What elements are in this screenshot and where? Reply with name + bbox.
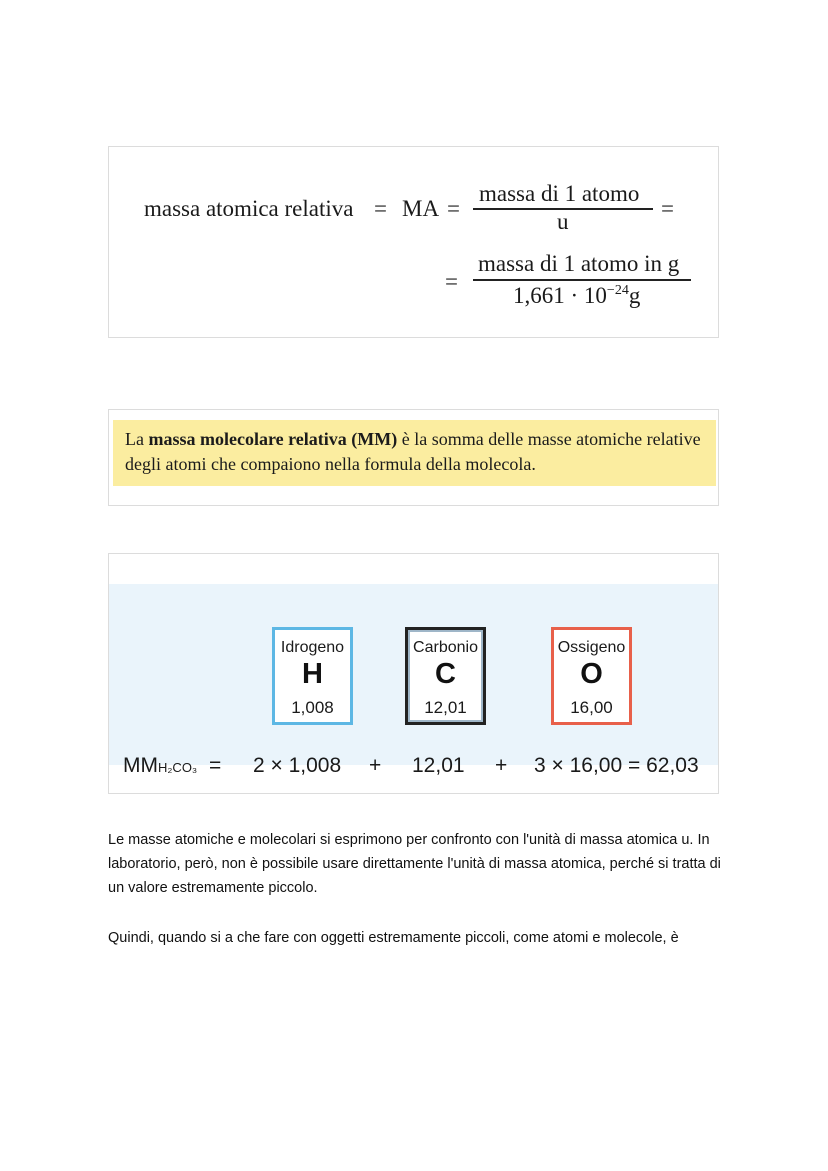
element-name: Ossigeno (557, 639, 626, 656)
molecular-mass-box (108, 553, 719, 794)
element-mass: 1,008 (291, 698, 334, 717)
definition-highlight (113, 420, 716, 486)
element-mass: 16,00 (570, 698, 613, 717)
paragraph-1: Le masse atomiche e molecolari si esprimono per confronto con l'unità di massa atomica u. In laboratorio, però, non è possibile usare direttamente l'unità di massa atomica, perché si tratta di un valore estremamente piccolo. (108, 832, 721, 896)
element-symbol: C (435, 658, 456, 690)
fraction-2-line (473, 279, 691, 281)
formula-equals-4: = (445, 269, 458, 294)
mm-label: MMH₂CO₃ (123, 754, 198, 777)
fraction-1-numerator: massa di 1 atomo (479, 181, 640, 206)
element-symbol: O (580, 658, 603, 690)
fraction-2-numerator: massa di 1 atomo in g (478, 251, 680, 276)
formula-equals-3: = (661, 196, 674, 221)
element-name: Idrogeno (280, 639, 345, 656)
blue-band (109, 584, 718, 777)
definition-box (108, 409, 719, 506)
paragraph-2: Quindi, quando si a che fare con oggetti estremamente piccoli, come atomi e molecole, è (108, 930, 679, 946)
element-symbol: H (302, 658, 323, 690)
formula-equals-1: = (374, 196, 387, 221)
definition-term: massa molecolare relativa (MM) (148, 429, 398, 449)
mm-equals: = (209, 754, 222, 777)
fraction-1-denominator: u (557, 209, 569, 234)
mm-term-3: 3 × 16,00 = 62,03 (534, 754, 699, 777)
definition-line-1: La massa molecolare relativa (MM) è la somma delle masse atomiche relative (125, 429, 701, 449)
element-name: Carbonio (413, 639, 478, 656)
element-tile-hydrogen (272, 627, 353, 725)
fraction-2-denominator: $1,661 \cdot 10^{-24}g$ (513, 283, 641, 308)
element-tile-carbon (405, 627, 486, 725)
definition-line-2: degli atomi che compaiono nella formula della molecola. (125, 454, 536, 474)
mm-term-1: 2 × 1,008 (253, 754, 342, 777)
mm-plus-1: + (369, 754, 382, 777)
element-mass: 12,01 (424, 698, 467, 717)
element-tile-oxygen (551, 627, 632, 725)
formula-equals-2: = (447, 196, 460, 221)
formula-box (108, 146, 719, 338)
formula-lhs: massa atomica relativa (144, 196, 354, 221)
mm-plus-2: + (495, 754, 508, 777)
formula-ma: MA (402, 196, 440, 221)
mm-term-2: 12,01 (412, 754, 465, 777)
